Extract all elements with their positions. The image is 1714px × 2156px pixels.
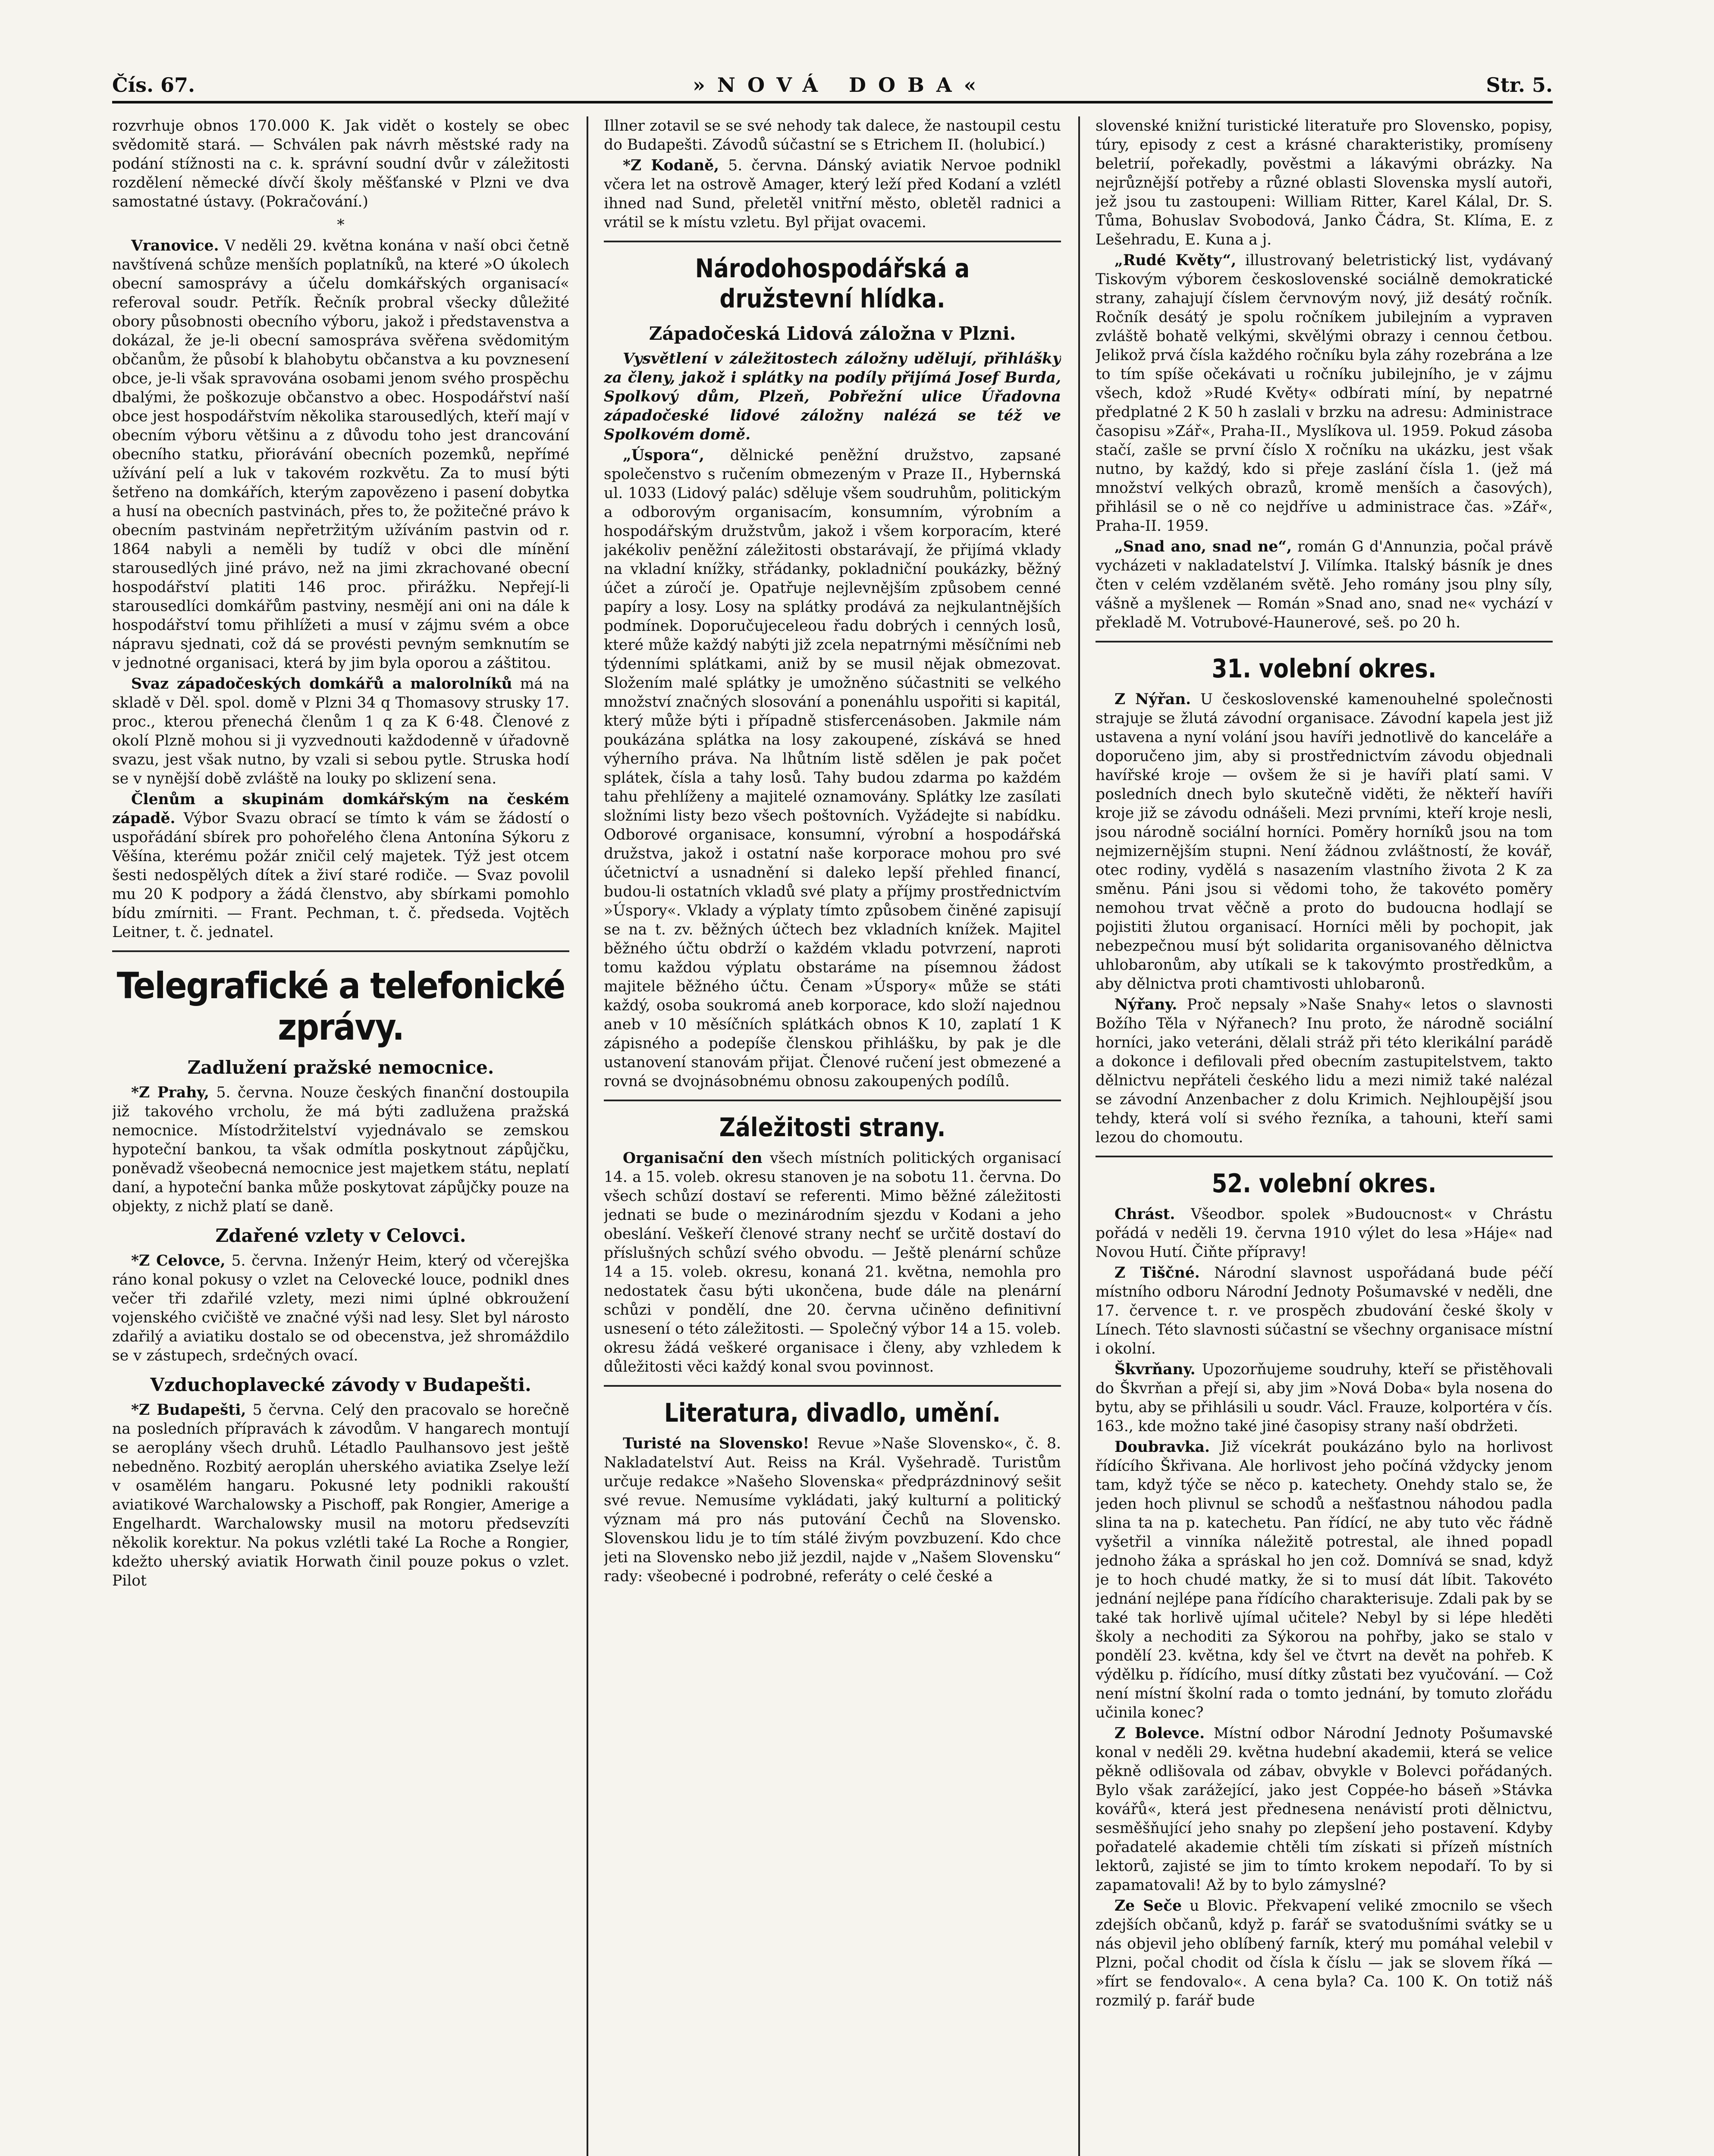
article-continuation: slovenské knižní turistické literatuře pro Slovensko, popisy, túry, episody z cest a krásné charakteristiky, promíseny beletrií, pořekadly, pověstmi a lákavými obrázky. Na nejrůznější potřeby a různé oblasti Slovenska myslí autoři, jež jsou tu zastoupeni: William Ritter, Karel Kálal, Dr. S. Tůma, Bohuslav Svobodová, Janko Čádra, St. Klíma, E. z Lešehradu, E. Kuna a j. — [1096, 117, 1553, 248]
issue-number: Čís. 67. — [112, 73, 195, 97]
article-clenum — [112, 790, 569, 942]
text: illustrovaný beletristický list, vydávaný Tiskovým výborem československé sociálně demokratické strany, zahajují číslem červnovým nový, již desátý ročník. Ročník desátý je spolu ročníkem jubilejním a vypraven zvláště bohatě velkými, skvělými obrazy i cennou četbou. Jelikož prvá čísla každého ročníku byla záhy rozebrána a lze to tím spíše očekávati u ročníku jubilejního, je v zájmu všech, kdož »Rudé Květy« odbírati míní, by nepatrné předplatné 2 K 50 h zaslali v brzku na adresu: Administrace časopisu »Zář«, Praha-II., Myslíkova ul. 1959. Pokud zásoba stačí, zašle se první číslo X ročníku na ukázku, jest však nutno, by každý, kdo si přeje zaslání čísla 1. (jež má množství velkých obrazů, kromě menších a časových), přihlásil se o ně co nejdříve u administrace čas. »Zář«, Praha-II. 1959. — [1096, 252, 1553, 535]
subheading-vzducho: Vzduchoplavecké závody v Budapešti. — [150, 1374, 531, 1395]
text: Národní slavnost uspořádaná bude péčí místního odboru Národní Jednoty Pošumavské v neděli, dne 17. července t. r. ve prospěch zbudování české školy v Línech. Této slavnosti súčastní se všechny organisace místní i okolní. — [1096, 1264, 1553, 1357]
article-doubravka — [1096, 1438, 1553, 1722]
lead: Škvrňany. — [1114, 1361, 1196, 1378]
text: U československé kamenouhelné společnosti strajuje se žlutá závodní organisace. Závodní kapela jest již ustavena a nyní volání jsou havíři jednotlivě do kanceláře a doporučeno jim, aby si prostřednictvím závodu objednali havířské kroje — ovšem že si je havíři platí sami. V posledních dnech bylo skutečně viděti, že někteří havíři kroje již se závodu odnášeli. Mezi prvními, kteří kroje nesli, jsou národně sociální horníci. Poměry horníků jsou na tom nejmizernějším stupni. Není žádnou zvláštností, že kovář, otec rodiny, vydělá s nasazením vlastního života 2 K za směnu. Páni jsou si vědomi toho, že takovéto poměry nemohou trvat věčně a proto do budoucna hodlají se pojistiti žlutou organisací. Horníci měli by pochopit, jak nebezpečnou musí být solidarita organisovaného dělnictva uhlobaronům, aby utíkali se k takovýmto prostředkům, a aby dělnictva proti chamtivosti uhlobaronů. — [1096, 691, 1553, 993]
text: Již vícekrát poukázáno bylo na horlivost řídícího Škřivana. Ale horlivost jeho počíná vždycky jenom tam, když týče se něco p. katechety. Onehdy stalo se, že jeden hoch plivnul se schodů a nešťastnou náhodou padla slina ta na p. katechetu. Pan řídící, ne aby tuto věc řádně vyšetřil a vinníka náležitě potrestal, ale ihned popadl jednoho žáka a spráskal ho jen což. Domnívá se snad, když je to hoch chudé matky, že si to musí dát líbit. Takovéto jednání nejlépe pana řídícího charakterisuje. Zdali pak by se také tak horlivě ujímal učitele? Nebyl by si lépe hleděti školy a nechoditi za Sýkorou na pohřby, jako se stalo v pondělí 23. května, kdy šel ve čtvrt na devět na pohřeb. K výdělku p. řídícího, musí dítky zůstati bez vyučování. — Což není místní školní rada o tomto jednání, by tomuto zlořádu učinila konec? — [1096, 1438, 1553, 1721]
article-budapest — [112, 1401, 569, 1590]
article-organisacni-den — [604, 1149, 1061, 1376]
lead: Členům a skupinám domkářským na českém západě. — [112, 791, 569, 827]
section-rule — [604, 241, 1061, 242]
text: 5. června. Inženýr Heim, který od včerejška ráno konal pokusy o vzlet na Celovecké louce, podnikl dnes večer tři zdařilé vzlety, mezi nimi úplné obkroužení vojenského cvičiště ve značné výši nad lesy. Slet byl nárosto zdařilý a aviatiku dostalo se od obecenstva, jež shromáždilo se v zástupech, srdečných ovací. — [112, 1252, 569, 1364]
lead: „Úspora“, — [623, 447, 704, 464]
section-rule — [1096, 641, 1553, 642]
text: má na skladě v Děl. spol. domě v Plzni 34 q Thomasovy strusky 17. proc., kterou přenechá členům 1 q za K 6·48. Členové z okolí Plzně mohou si ji vyzvednouti každodenně v úřadovně svazu, jest však nutno, by vzali si sebou pytle. Struska hodí se v nynější době zvláště na louky po sklizení sena. — [112, 675, 569, 787]
article-celovec — [112, 1251, 569, 1365]
lead: Nýřany. — [1114, 996, 1177, 1013]
section-rule — [604, 1385, 1061, 1387]
text: Všeodbor. spolek »Budoucnost« v Chrástu pořádá v neděli 19. června 1910 výlet do lesa »Háje« nad Novou Hutí. Čiňte přípravy! — [1096, 1206, 1553, 1261]
page-number: Str. 5. — [1486, 73, 1553, 97]
article-nyrany — [1096, 690, 1553, 993]
lead: Z Tiščné. — [1114, 1264, 1200, 1282]
section-heading-narodohospodarska: Národohospodářská a družstevní hlídka. — [695, 254, 970, 314]
text: Upozorňujeme soudruhy, kteří se přistěhovali do Škvrňan a přejí si, aby jim »Nová Doba« byla nosena do bytu, aby se přihlásili u soudr. Václ. Frauze, kolportéra v čís. 163., kde možno také jiné časopisy strany naší obdržeti. — [1096, 1361, 1553, 1435]
lead: *Z Celovce, — [131, 1252, 226, 1269]
article-nyrany-2 — [1096, 995, 1553, 1147]
article-rude-kvety — [1096, 251, 1553, 536]
text: 5. června. Nouze českých finanční dostoupila již takového vrcholu, že má býti zadlužena pražská nemocnice. Místodržitelství vyjednávalo se zemskou hypoteční bankou, ta však odmítla poskytnout zápůjčku, poněvadž všeobecná nemocnice jest majetkem státu, neplatí daní, a hypoteční banka může poskytovat zápůjčky pouze na objekty, z nichž platí se daně. — [112, 1084, 569, 1215]
section-heading-31-okres: 31. volební okres. — [1212, 654, 1437, 684]
article-praha — [112, 1083, 569, 1216]
text: román G d'Annunzia, počal právě vycházeti v nakladatelství J. Vilímka. Italský básník je dnes čten v celém vzdělaném světě. Jeho romány jsou plny síly, vášně a myšlenek — Román »Snad ano, snad ne« vychází v překladě M. Votrubové-Haunerové, seš. po 20 h. — [1096, 538, 1553, 631]
article-sec — [1096, 1896, 1553, 2010]
page-header — [112, 56, 1553, 103]
article-bolevec — [1096, 1724, 1553, 1895]
column-3 — [1096, 116, 1553, 2156]
column-rule-1 — [587, 116, 588, 2156]
article-turiste — [604, 1434, 1061, 1586]
lead: Svaz západočeských domkářů a malorolníků — [131, 675, 512, 693]
article-snad-ano — [1096, 537, 1553, 632]
lead: Ze Seče — [1114, 1897, 1182, 1915]
text: Revue »Naše Slovensko«, č. 8. Nakladatelství Aut. Reiss na Král. Vyšehradě. Turistům určuje redakce »Našeho Slovenska« předprázdninový sešit své revue. Nemusíme vykládati, jaký kulturní a politický význam má pro nás putování Čechů na Slovensko. Slovenskou lidu je to tím stálé živým povzbuzení. Kdo chce jeti na Slovensko nebo již jezdil, najde v „Našem Slovensku“ rady: všeobecné i podrobné, referáty o celé české a — [604, 1435, 1061, 1585]
text: u Blovic. Překvapení veliké zmocnilo se všech zdejších občanů, když p. farář se svatodušními svátky se u nás objevil jeho oblíbený farník, který mu pomáhal velebil v Plzni, počal chodit od čísla k číslu — jak se slovem říká — »fírt se fendovalo«. A cena byla? Ca. 100 K. On totiž náš rozmilý p. farář bude — [1096, 1897, 1553, 2009]
column-rule-2 — [1078, 116, 1080, 2156]
lead: Turisté na Slovensko! — [623, 1435, 810, 1452]
text: 5 června. Celý den pracovalo se horečně na posledních přípravách k závodům. V hangarech montují se aeroplány všech druhů. Létadlo Paulhansovo jest ještě nebedněno. Rozbitý aeroplán uherského aviatika Zselye leží v osamělém hangaru. Pokusné lety podnikli rakouští aviatikové Warchalowsky a Pischoff, pak Rongier, Amerige a Engelhardt. Warchalowsky musil na motoru předsevzíti několik korektur. Na pokus vzlétli také La Roche a Rongier, kdežto uherský aviatik Horwath činil pouze pokus o vzlet. Pilot — [112, 1401, 569, 1589]
column-2 — [604, 116, 1061, 2156]
lead: „Snad ano, snad ne“, — [1114, 538, 1292, 555]
text: dělnické peněžní družstvo, zapsané společenstvo s ručením obmezeným v Praze II., Hybernská ul. 1033 (Lidový palác) sděluje všem soudruhům, politickým a odborovým organisacím, konsumním, výrobním a hospodářským družstvům, jakož i všem korporacím, které jakékoliv peněžní záležitosti obstarávají, že přijímá vklady na vkladní knížky, střádanky, pokladniční poukázky, běžný účet a zúročí je. Opatřuje nejlevnějším způsobem cenné papíry a losy. Losy na splátky prodává za nejkulantnějších podmínek. Doporučujeceleou řadu dobrých i cenných losů, které může každý nabýti již zcela nepatrnými měsíčními neb týdenními splátkami, aniž by se musil nějak obmezovat. Složením malé splátky je umožněno súčastniti se velkého množství značných slosování a ponenáhlu uspořiti si kapitál, který může býti i případně stisfercenásoben. Jakmile nám poukázána splátka na losy zakoupené, získává se hned výherního práva. Na lhůtním listě sdělen je pak počet splátek, čísla a tahy losů. Tahy budou zdarma po každém tahu přehlíženy a majitelé oznamovány. Splátky lze zasílati složními listy bezo všech poštovních. Vyžádejte si nabídku. Odborové organisace, konsumní, výrobní a hospodářská družstva, jakož i ostatní naše korporace mohou pro své účetnictví a usnadnění si daleko lepší přehled financí, budou-li ostatních vkladů své platy a příjmy prostřednictvím »Úspory«. Vklady a výplaty tímto způsobem činěné zapisují se na t. zv. běžných účtech bez vkladních knížek. Majitel běžného účtu obdrží o každém vkladu potvrzení, naproti tomu každou výplatu obstaráme na písemnou žádost majitele běžného účtu. Čenam »Úspory« může se státi každý, osoba soukromá aneb korporace, kdo složí najednou aneb v 10 měsíčních splátkách obnos K 10, zaplatí 1 K zápisného a podepíše členskou přihlášku, by pak je dle ustanovení stanovám přijat. Členové ručení jest obmezené a rovná se dvojnásobnému obnosu zakoupených podílů. — [604, 447, 1061, 1090]
text: Proč nepsaly »Naše Snahy« letos o slavnosti Božího Těla v Nýřanech? Inu proto, že národně sociální horníci, jako veteráni, dělali stráž při této klerikální parádě a dokonce i defilovali před obecním zastupitelstvem, takto dělnictvu nepřáteli českého lidu a mezi nimiž také nalézal se závodní Anzenbacher z dolu Krimich. Nejhloupější jsou tehdy, která volí si svého řezníka, a tahouni, kteří sami lezou do chomoutu. — [1096, 996, 1553, 1146]
section-heading-zalezitosti: Záležitosti strany. — [719, 1112, 946, 1143]
text: V neděli 29. května konána v naší obci četně navštívená schůze menších poplatníků, na které »O úkolech obecní samosprávy a účelu domkářských organisací« referoval soudr. Petřík. Řečník probral všecky důležité obory působnosti obecního výboru, jakož i představenstva a dokázal, že je-li obecní samospráva svěřena svědomitým občanům, že působí k blahobytu občanstva a ku povznesení obce, je-li však spravována osobami jenom svého prospěchu dbalými, že poškozuje občanstvo a obec. Hospodářství naší obce jest hospodářstvím několika starousedlých, kteří mají v obecním výboru většinu a z důvodu toho jest drancování obecního statku, přiorávání obecních pozemků, nepřímé užívání pelí a luk v takovém rozkvětu. Za to musí býti šetřeno na domkářích, kterým zapovězeno i pasení dobytka a husí na obecních pastvinách, přes to, že požitečné právo k obecním pastvinám nepřetržitým užíváním pastvin od r. 1864 nabyli a neměli by tudíž v obci dle mínění starousedlých jiné právo, než na jimi zkrachované obecní hospodářství platiti 146 proc. přirážku. Nepřejí-li starousedlíci domkářům pastviny, nesmějí ani oni na dále k hospodářství tomu přihlížeti a musí v zájmu svém a obce nápravu sjednati, což dá se provésti pevným semknutím se v jednotné organisaci, která by jim byla oporou a záštitou. — [112, 237, 569, 672]
article-skvrnany — [1096, 1360, 1553, 1436]
section-rule — [604, 1100, 1061, 1101]
subheading-celovec: Zdařené vzlety v Celovci. — [215, 1225, 466, 1246]
lead: *Z Prahy, — [131, 1084, 210, 1101]
newspaper-page — [112, 56, 1553, 2156]
article-kodan — [604, 156, 1061, 232]
text: Výbor Svazu obrací se tímto k vám se žádostí o uspořádání sbírek pro pohořelého člena Antonína Sýkoru z Věšína, kterému požár zničil celý majetek. Týž jest otcem šesti nedospělých dítek a živí staré rodiče. — Svaz povolil mu 20 K podpory a žádá členstvo, aby sbírkami pomohlo bídu zmírniti. — Frant. Pechman, t. č. předseda. Vojtěch Leitner, t. č. jednatel. — [112, 810, 569, 941]
lead: Organisační den — [623, 1150, 763, 1167]
article-zalozna: Vysvětlení v záležitostech záložny udělují, přihlášky za členy, jakož i splátky na podíly přijímá Josef Burda, Spolkový dům, Plzeň, Pobřežní ulice Úřadovna západočeské lidové záložny nalézá se též ve Spolkovém domě. — [604, 350, 1061, 443]
article-vranovice — [112, 236, 569, 673]
article-continuation: Illner zotavil se se své nehody tak dalece, že nastoupil cestu do Budapešti. Závodů súčastní se s Etrichem II. (holubicí.) — [604, 117, 1061, 154]
article-chrast — [1096, 1205, 1553, 1262]
separator-star: * — [337, 216, 345, 234]
lead: Chrást. — [1114, 1206, 1175, 1223]
lead: Vranovice. — [131, 237, 219, 254]
text: Místní odbor Národní Jednoty Pošumavské konal v neděli 29. května hudební akademii, která se velice pěkně odlišovala od zábav, obvykle v Bolevci pořádaných. Bylo však zarážející, jako jest Coppée-ho báseň »Stávka kovářů«, která jest přednesena nenávistí proti dělnictvu, sesměšňující jeho snahy po zlepšení jeho postavení. Kdyby pořadatelé akademie chtěli tím získati si přízeň místních lektorů, zajisté se jim to tímto krokem nepodaří. To by si zapamatovali! Až by to bylo zámyslné? — [1096, 1725, 1553, 1894]
section-rule — [112, 950, 569, 952]
lead: *Z Kodaně, — [623, 157, 719, 174]
lead: Z Nýřan. — [1114, 691, 1191, 708]
subheading-zapadoceska: Západočeská Lidová záložna v Plzni. — [649, 323, 1016, 344]
column-1 — [112, 116, 569, 2156]
article-continuation: rozvrhuje obnos 170.000 K. Jak vidět o kostely se obec svědomitě stará. — Schválen pak návrh městské rady na podání stížnosti na c. k. správní soudní dvůr v záležitosti rozdělení německé dívčí školy měšťanské v Plzni ve dva samostatné ústavy. (Pokračování.) — [112, 117, 569, 210]
text: všech místních politických organisací 14. a 15. voleb. okresu stanoven je na sobotu 11. června. Do všech schůzí dostaví se referenti. Mimo běžné záležitosti jednati se bude o mezinárodním sjezdu v Kodani a jeho obeslání. Veškeří členové strany nechť se určitě dostaví do příslušných schůzí svého obvodu. — Ještě plenární schůze 14 a 15. voleb. okresu, konaná 21. května, nemohla pro nedostatek času býti ukončena, bude dále na plenární schůzi v pondělí, dne 20. června učiněno definitivní usnesení o této záležitosti. — Společný výbor 14 a 15. voleb. okresu žádá veškeré organisace i členy, aby vzhledem k důležitosti věci každý konal svou povinnost. — [604, 1150, 1061, 1376]
section-rule — [1096, 1156, 1553, 1157]
newspaper-title: »NOVÁ DOBA« — [693, 73, 989, 97]
article-tiscne — [1096, 1263, 1553, 1358]
lead: Doubravka. — [1114, 1438, 1210, 1456]
section-heading-52-okres: 52. volební okres. — [1212, 1169, 1437, 1199]
article-uspora — [604, 446, 1061, 1091]
article-svaz — [112, 674, 569, 788]
lead: „Rudé Květy“, — [1114, 252, 1237, 269]
subheading-zadluzeni: Zadlužení pražské nemocnice. — [187, 1057, 494, 1078]
section-heading-literatura: Literatura, divadlo, umění. — [664, 1398, 1001, 1428]
text: 5. června. Dánský aviatik Nervoe podnikl včera let na ostrově Amager, který leží před Kodaní a vzlétl ihned nad Sund, přeletěl vnitřní město, obletěl radnici a vrátil se k místu vzletu. Byl přijat ovacemi. — [604, 157, 1061, 231]
lead: Z Bolevce. — [1114, 1725, 1205, 1742]
section-heading-telegraphic: Telegrafické a telefonické zprávy. — [116, 965, 565, 1048]
lead: *Z Budapešti, — [131, 1401, 246, 1419]
